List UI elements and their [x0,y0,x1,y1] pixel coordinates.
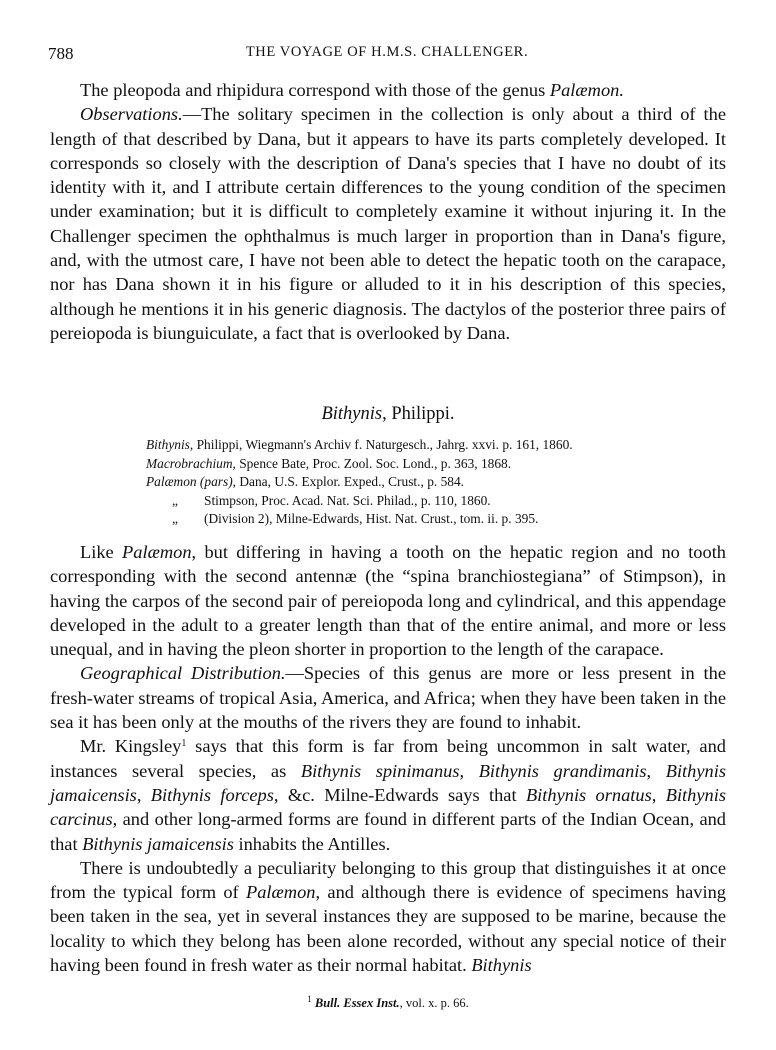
synonymy-list [146,436,706,529]
synonymy-item: Macrobrachium, Spence Bate, Proc. Zool. Soc. Lond., p. 363, 1868. [146,455,512,471]
genus-name-italic: Palæmon. [549,80,624,100]
observations-paragraph: Observations.—The solitary specimen in the collection is only about a third of the length of that described by Dana, but it appears to have its parts completely developed. It corresponds so closely with the description of Dana's species that I have no doubt of its identity with it, and I attribute certain differences to the young condition of the specimen under examination; but it is difficult to completely examine it without injuring it. In the Challenger specimen the ophthalmus is much larger in proportion than in Dana's figure, and, with the utmost care, I have not been able to detect the hepatic tooth on the carapace, nor has Dana shown it in his figure or alluded to it in his description of this species, although he mentions it in his generic diagnosis. The dactylos of the posterior three pairs of pereiopoda is biunguiculate, a fact that is overlooked by Dana. [50,104,726,343]
genus-heading-author: , Philippi. [382,404,455,424]
footnote-ref-text: , vol. x. p. 66. [399,996,469,1010]
peculiarity-paragraph: There is undoubtedly a peculiarity belonging to this group that distinguishes it at once from the typical form of Palæmon, and although there is evidence of specimens having been taken in the sea, yet in several instances they are supposed to be marine, because the locality to which they belong has been alone recorded, without any special notice of their having been found in fresh water as their normal habitat. Bithynis [50,857,726,976]
genus-heading-name: Bithynis [321,404,383,424]
observations-label: Observations. [80,104,183,125]
distribution-paragraph: Geographical Distribution.—Species of this genus are more or less present in the fresh-water streams of tropical Asia, America, and Africa; when they have been taken in the sea it has been only at the mouths of the rivers they are found to inhabit. [50,663,726,733]
observations-section [50,78,726,345]
ditto-mark: „ [172,492,178,508]
footnote-ref: 1 [181,738,187,750]
synonymy-item: Bithynis, Philippi, Wiegmann's Archiv f. Naturgesch., Jahrg. xxvi. p. 161, 1860. [146,437,573,452]
kingsley-paragraph: Mr. Kingsley$^1$ says that this form is far from being uncommon in salt water, and instances several species, as Bithynis spinimanus, Bithynis grandimanis, Bithynis jamaicensis, Bithynis forceps, &c. Milne-Edwards says that Bithynis ornatus, Bithynis carcinus, and other long-armed forms are found in different parts of the Indian Ocean, and that Bithynis jamaicensis inhabits the Antilles. [50,736,726,854]
page-number: 788 [48,44,74,63]
pleopoda-paragraph: The pleopoda and rhipidura correspond with those of the genus Palæmon. [80,80,624,100]
ditto-mark: „ [172,511,178,527]
genus-heading [0,404,776,425]
footnote-mark: 1 [307,994,312,1004]
page-header [48,44,726,68]
synonymy-item: „ Stimpson, Proc. Acad. Nat. Sci. Philad., p. 110, 1860. [146,492,706,511]
running-title: THE VOYAGE OF H.M.S. CHALLENGER. [245,44,529,60]
synonymy-item: Palæmon (pars), Dana, U.S. Explor. Exped., Crust., p. 584. [146,474,465,490]
diagnosis-paragraph: Like Palæmon, but differing in having a tooth on the hepatic region and no tooth corresponding with the second antennæ (the “spina branchiostegiana” of Stimpson), in having the carpos of the second pair of pereiopoda long and cylindrical, and this appendage developed in the adult to a greater length than that of the entire animal, and more or less unequal, and in having the pleon shorter in proportion to the length of the carapace. [50,542,726,660]
genus-description-section [50,540,726,977]
footnote [0,996,776,1011]
distribution-label: Geographical Distribution. [80,663,286,684]
footnote-journal: Bull. Essex Inst. [314,996,400,1010]
synonymy-item: „ (Division 2), Milne-Edwards, Hist. Nat. Crust., tom. ii. p. 395. [146,510,706,529]
